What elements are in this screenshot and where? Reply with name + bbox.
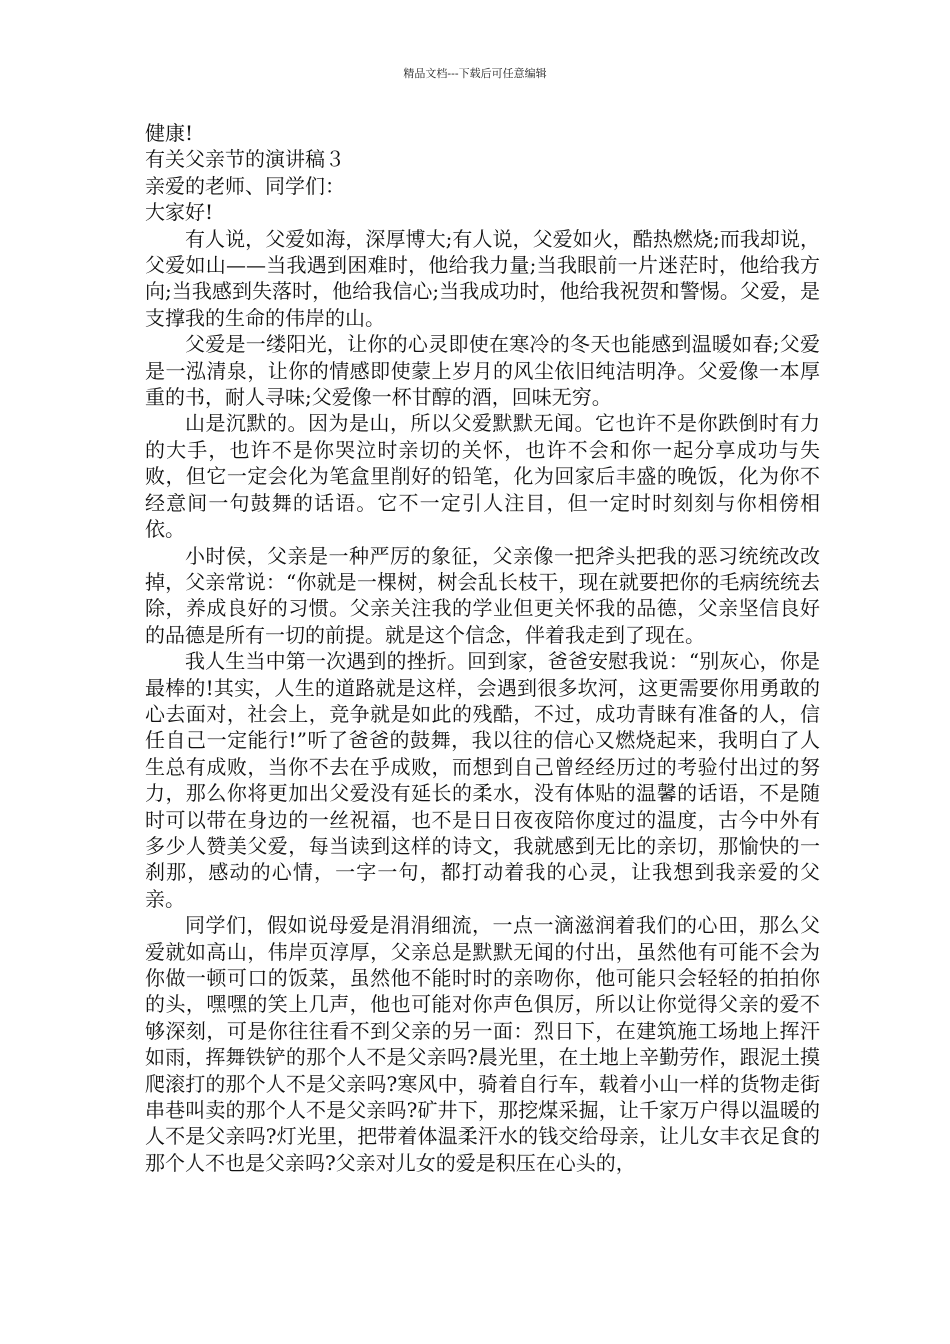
paragraph: 小时侯，父亲是一种严厉的象征，父亲像一把斧头把我的恶习统统改改掉，父亲常说：“你就是一棵树，树会乱长枝干，现在就要把你的毛病统统去除，养成良好的习惯。父亲关注我的学业但更关怀我的品德，父亲坚信良好的品德是所有一切的前提。就是这个信念，伴着我走到了现在。 [145,543,820,647]
page-header: 精品文档---下载后可任意编辑 [403,67,547,80]
salutation: 亲爱的老师、同学们： [145,173,345,198]
paragraph: 同学们，假如说母爱是涓涓细流，一点一滴滋润着我们的心田，那么父爱就如高山，伟岸页淳厚，父亲总是默默无闻的付出，虽然他有可能不会为你做一顿可口的饭菜，虽然他不能时时的亲吻你，他可能只会轻轻的拍拍你的头，嘿嘿的笑上几声，他也可能对你声色俱厉，所以让你觉得父亲的爱不够深刻，可是你往往看不到父亲的另一面：烈日下，在建筑施工场地上挥汗如雨，挥舞铁铲的那个人不是父亲吗?晨光里，在土地上辛勤劳作，跟泥土摸爬滚打的那个人不是父亲吗?寒风中，骑着自行车，载着小山一样的货物走街串巷叫卖的那个人不是父亲吗?矿井下，那挖煤采掘，让千家万户得以温暖的人不是父亲吗?灯光里，把带着体温柔汗水的钱交给母亲，让儿女丰衣足食的那个人不也是父亲吗?父亲对儿女的爱是积压在心头的， [145,913,820,1175]
paragraph: 山是沉默的。因为是山，所以父爱默默无闻。它也许不是你跌倒时有力的大手，也许不是你哭泣时亲切的关怀，也许不会和你一起分享成功与失败，但它一定会化为笔盒里削好的铅笔，化为回家后丰盛的晚饭，化为你不经意间一句鼓舞的话语。它不一定引人注目，但一定时时刻刻与你相傍相依。 [145,411,820,542]
paragraph: 我人生当中第一次遇到的挫折。回到家，爸爸安慰我说：“别灰心，你是最棒的!其实，人生的道路就是这样，会遇到很多坎河，这更需要你用勇敢的心去面对，社会上，竞争就是如此的残酷，不过，成功青睐有准备的人，信任自己一定能行!”听了爸爸的鼓舞，我以往的信心又燃烧起来，我明白了人生总有成败，当你不去在乎成败，而想到自己曾经经历过的考验付出过的努力，那么你将更加出父爱没有延长的柔水，没有体贴的温馨的话语，不是随时可以带在身边的一丝祝福，也不是日日夜夜陪你度过的温度，古今中外有多少人赞美父爱，每当读到这样的诗文，我就感到无比的亲切，那愉快的一刹那，感动的心情，一字一句，都打动着我的心灵，让我想到我亲爱的父亲。 [145,649,820,911]
document-body [145,120,820,1176]
greeting: 大家好! [145,200,214,225]
continuation-text: 健康! [145,121,194,145]
paragraph: 有人说，父爱如海，深厚博大;有人说，父爱如火，酷热燃烧;而我却说，父爱如山——当我遇到困难时，他给我力量;当我眼前一片迷茫时，他给我方向;当我感到失落时，他给我信心;当我成功时，他给我祝贺和警惕。父爱，是支撑我的生命的伟岸的山。 [145,226,820,330]
paragraph: 父爱是一缕阳光，让你的心灵即使在寒冷的冬天也能感到温暖如春;父爱是一泓清泉，让你的情感即使蒙上岁月的风尘依旧纯洁明净。父爱像一本厚重的书，耐人寻味;父爱像一杯甘醇的酒，回味无穷。 [145,332,820,410]
speech-title: 有关父亲节的演讲稿３ [145,147,345,172]
